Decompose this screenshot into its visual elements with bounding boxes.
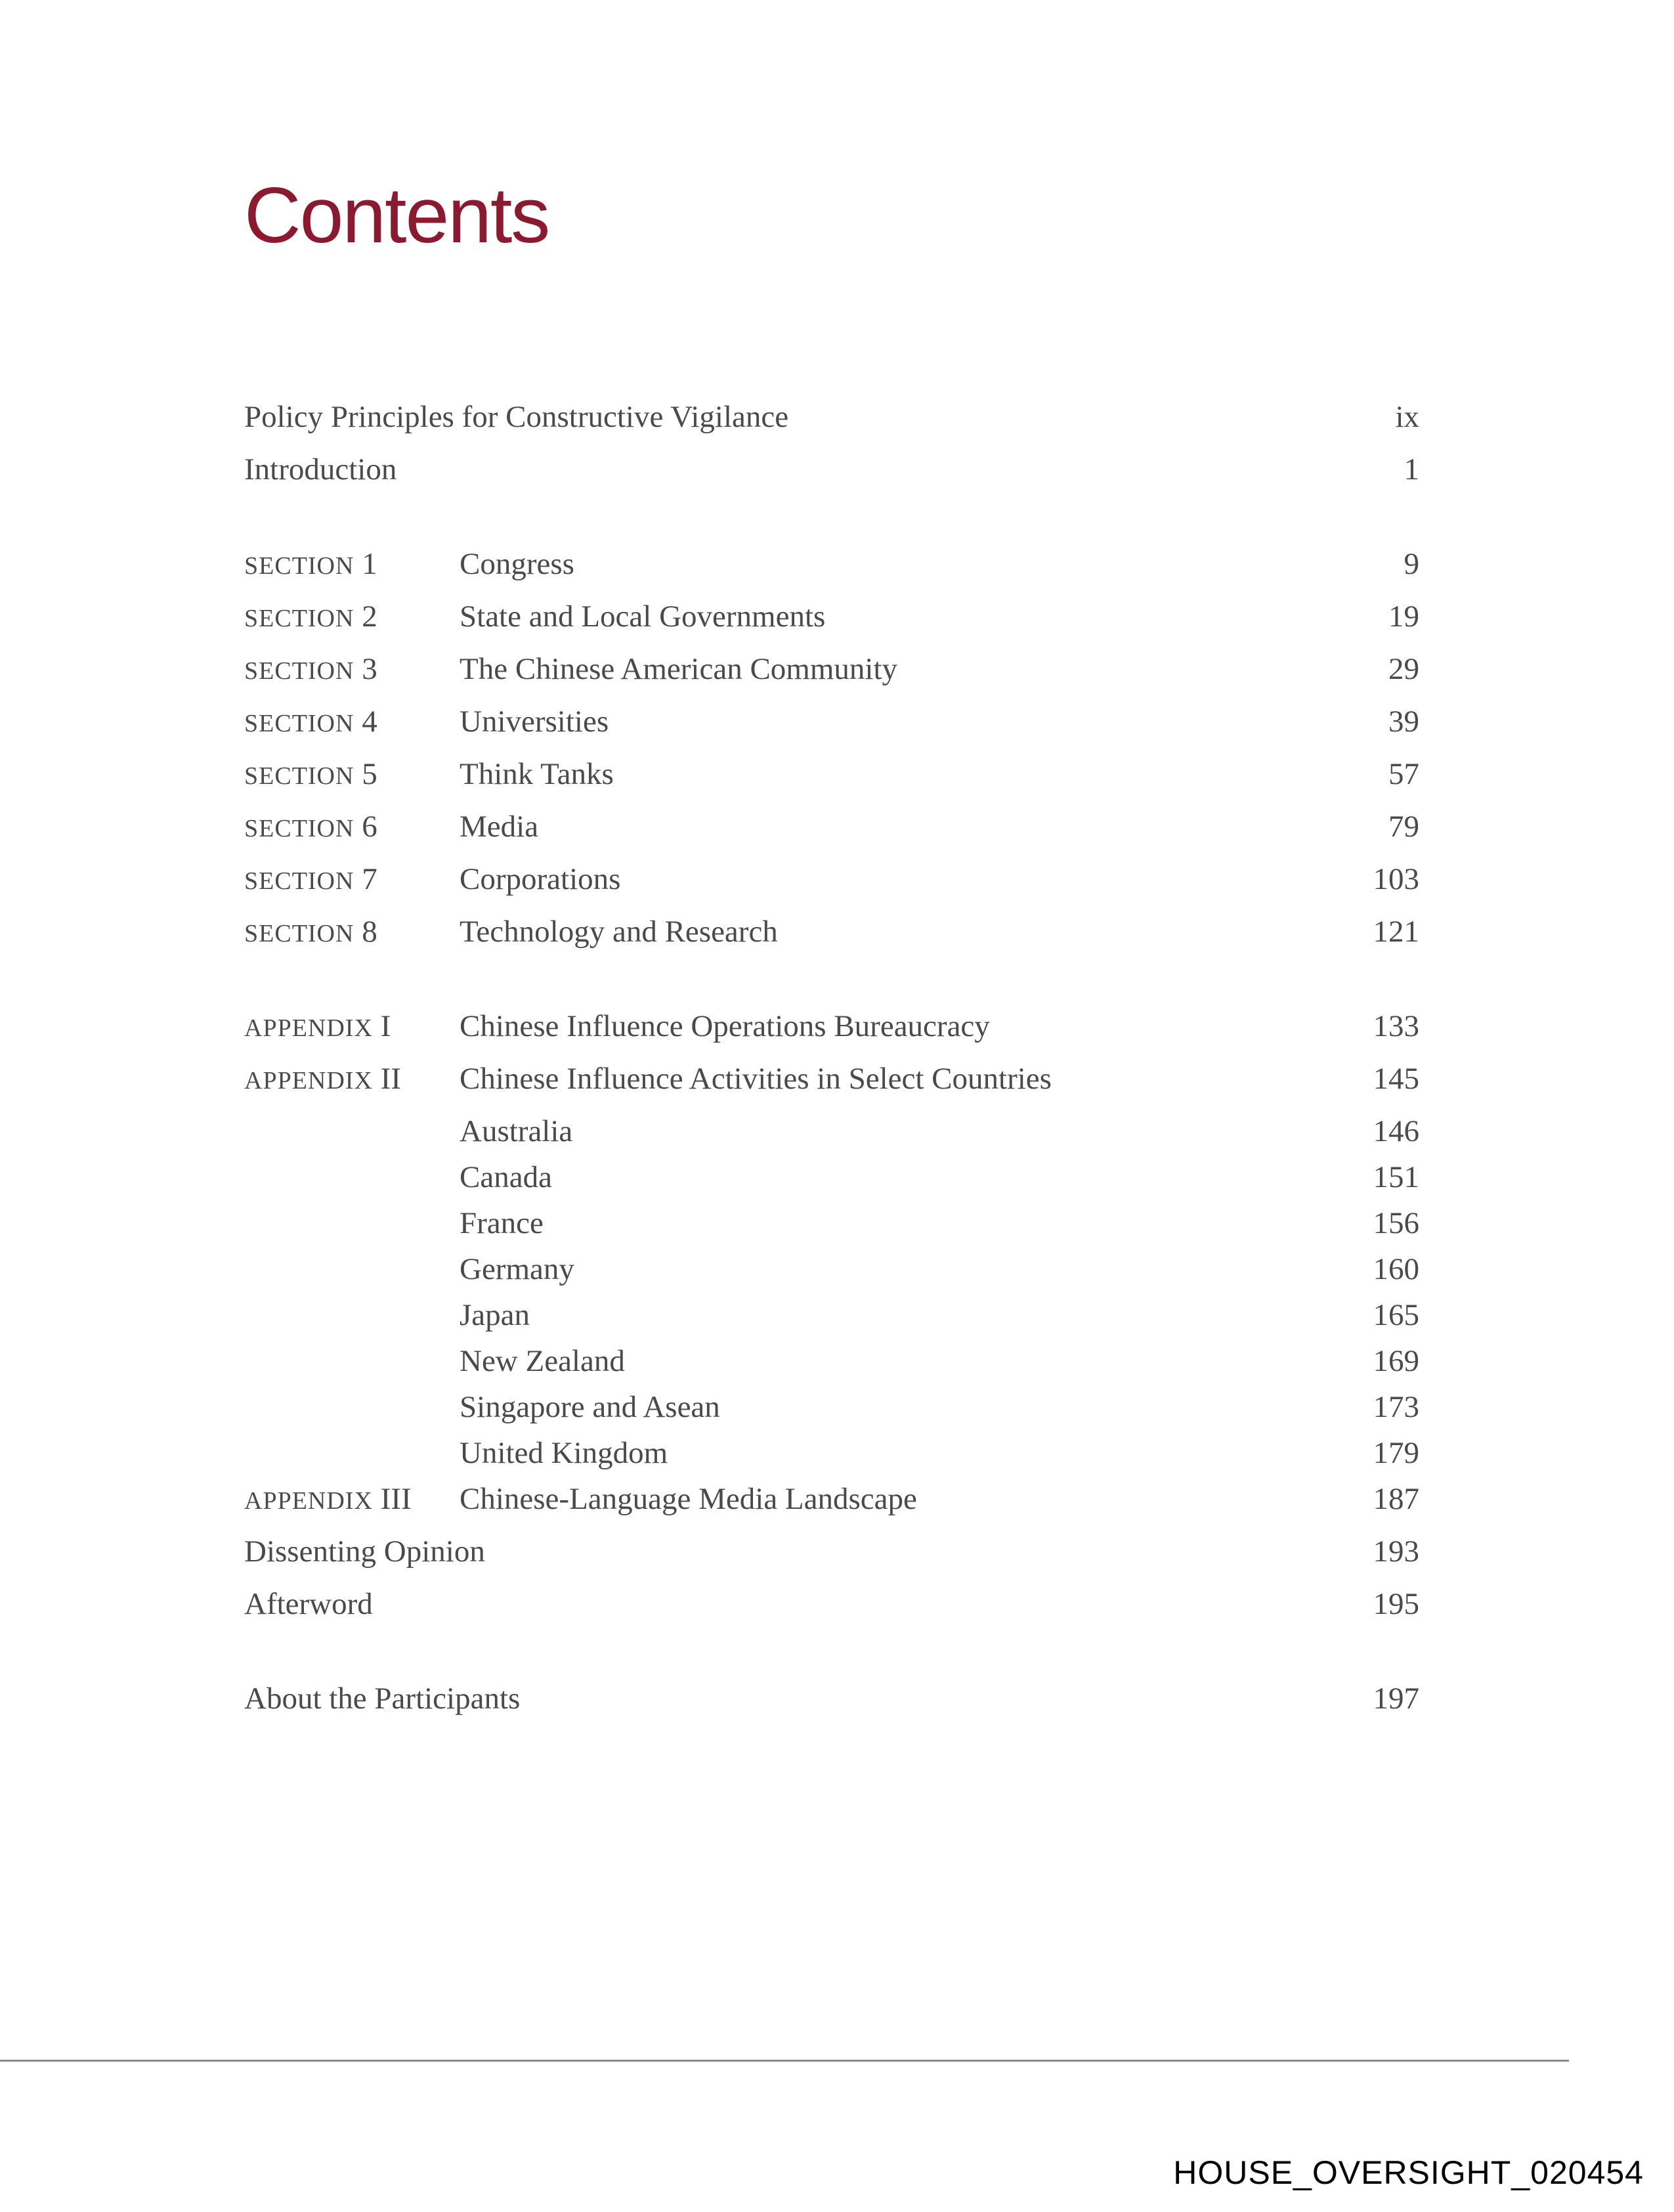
- bates-number: HOUSE_OVERSIGHT_020454: [1173, 2154, 1644, 2191]
- toc-section-2[interactable]: [244, 594, 1419, 640]
- toc-country-japan[interactable]: [244, 1292, 1419, 1338]
- toc-entry-page: 187: [1373, 1482, 1419, 1516]
- toc-entry-page: 169: [1373, 1344, 1419, 1378]
- toc-entry-title: Germany: [460, 1252, 574, 1286]
- toc-section-7[interactable]: [244, 856, 1419, 902]
- toc-section-4[interactable]: [244, 699, 1419, 745]
- toc-entry-page: 165: [1373, 1298, 1419, 1332]
- appendix-label: APPENDIX III: [244, 1482, 412, 1516]
- section-label: SECTION 5: [244, 757, 377, 791]
- toc-entry-page: ix: [1395, 400, 1419, 434]
- section-label: SECTION 7: [244, 862, 377, 896]
- section-label: SECTION 4: [244, 705, 377, 739]
- toc-entry-title: New Zealand: [460, 1344, 625, 1378]
- toc-entry-title: Australia: [460, 1114, 573, 1148]
- toc-entry-title: Media: [460, 810, 539, 844]
- toc-entry-page: 151: [1373, 1160, 1419, 1194]
- toc-entry-title: France: [460, 1206, 544, 1240]
- toc-entry-title: Policy Principles for Constructive Vigilance: [244, 400, 789, 434]
- toc-entry-policy-principles[interactable]: [244, 394, 1419, 440]
- toc-entry-introduction[interactable]: [244, 446, 1419, 492]
- toc-appendix-2[interactable]: [244, 1056, 1419, 1102]
- section-label: SECTION 8: [244, 915, 377, 949]
- toc-section-6[interactable]: [244, 804, 1419, 850]
- toc-country-france[interactable]: [244, 1200, 1419, 1246]
- toc-section-8[interactable]: [244, 909, 1419, 955]
- toc-entry-page: 160: [1373, 1252, 1419, 1286]
- toc-entry-about-participants[interactable]: [244, 1676, 1419, 1722]
- toc-entry-page: 9: [1404, 547, 1419, 581]
- toc-entry-page: 121: [1373, 915, 1419, 949]
- toc-entry-page: 29: [1388, 652, 1419, 686]
- section-label: SECTION 1: [244, 547, 377, 581]
- toc-entry-title: Japan: [460, 1298, 530, 1332]
- appendix-label: APPENDIX I: [244, 1009, 391, 1043]
- toc-entry-page: 195: [1373, 1587, 1419, 1621]
- toc-entry-title: Universities: [460, 705, 609, 739]
- toc-country-singapore-asean[interactable]: [244, 1384, 1419, 1430]
- toc-country-germany[interactable]: [244, 1246, 1419, 1292]
- toc-entry-title: Corporations: [460, 862, 621, 896]
- toc-entry-page: 179: [1373, 1436, 1419, 1470]
- toc-entry-page: 156: [1373, 1206, 1419, 1240]
- toc-entry-title: United Kingdom: [460, 1436, 668, 1470]
- toc-entry-title: Technology and Research: [460, 915, 778, 949]
- toc-appendix-3[interactable]: [244, 1476, 1419, 1522]
- toc-entry-title: Canada: [460, 1160, 552, 1194]
- toc-entry-page: 103: [1373, 862, 1419, 896]
- toc-entry-title: Singapore and Asean: [460, 1390, 720, 1424]
- toc-entry-page: 173: [1373, 1390, 1419, 1424]
- toc-entry-page: 1: [1404, 452, 1419, 487]
- toc-entry-title: State and Local Governments: [460, 599, 826, 634]
- toc-entry-page: 146: [1373, 1114, 1419, 1148]
- toc-entry-title: Think Tanks: [460, 757, 614, 791]
- page-title: Contents: [244, 171, 549, 259]
- toc-country-australia[interactable]: [244, 1108, 1419, 1154]
- toc-country-new-zealand[interactable]: [244, 1338, 1419, 1384]
- toc-section-1[interactable]: [244, 541, 1419, 587]
- toc-entry-page: 19: [1388, 599, 1419, 634]
- toc-country-canada[interactable]: [244, 1154, 1419, 1200]
- toc-section-3[interactable]: [244, 646, 1419, 692]
- toc-entry-title: The Chinese American Community: [460, 652, 898, 686]
- toc-entry-page: 39: [1388, 705, 1419, 739]
- toc-entry-afterword[interactable]: [244, 1581, 1419, 1627]
- toc-section-5[interactable]: [244, 751, 1419, 797]
- toc-entry-dissenting-opinion[interactable]: [244, 1529, 1419, 1574]
- toc-entry-title: Congress: [460, 547, 574, 581]
- toc-entry-page: 79: [1388, 810, 1419, 844]
- toc-entry-title: About the Participants: [244, 1681, 521, 1716]
- toc-entry-page: 145: [1373, 1062, 1419, 1096]
- toc-entry-title: Afterword: [244, 1587, 373, 1621]
- footer-divider: [0, 2060, 1569, 2062]
- toc-entry-page: 193: [1373, 1534, 1419, 1569]
- toc-country-united-kingdom[interactable]: [244, 1430, 1419, 1476]
- toc-entry-title: Chinese Influence Operations Bureaucracy: [460, 1009, 990, 1043]
- toc-entry-page: 57: [1388, 757, 1419, 791]
- toc-entry-page: 133: [1373, 1009, 1419, 1043]
- section-label: SECTION 2: [244, 599, 377, 634]
- toc-entry-title: Chinese-Language Media Landscape: [460, 1482, 917, 1516]
- appendix-label: APPENDIX II: [244, 1062, 401, 1096]
- toc-entry-title: Chinese Influence Activities in Select Countries: [460, 1062, 1052, 1096]
- section-label: SECTION 3: [244, 652, 377, 686]
- toc-appendix-1[interactable]: [244, 1003, 1419, 1049]
- toc-entry-title: Introduction: [244, 452, 397, 487]
- toc-entry-title: Dissenting Opinion: [244, 1534, 485, 1569]
- section-label: SECTION 6: [244, 810, 377, 844]
- toc-entry-page: 197: [1373, 1681, 1419, 1716]
